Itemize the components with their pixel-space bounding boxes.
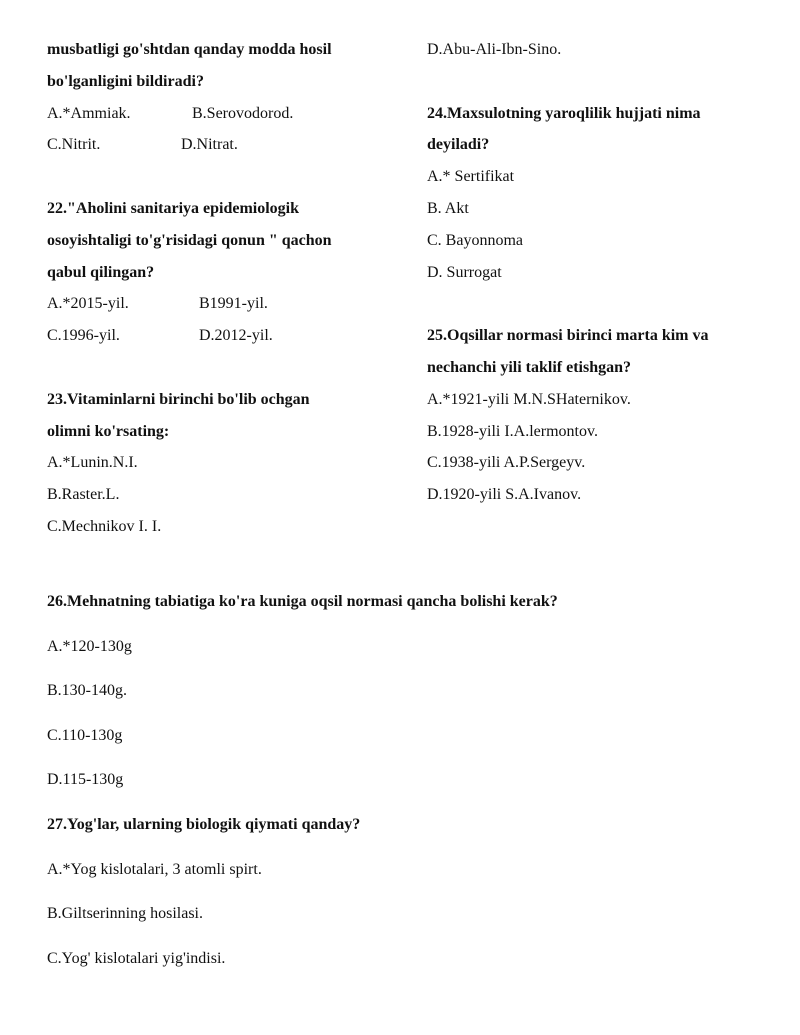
answer-option: C. Bayonnoma [427,231,523,249]
question-26 [47,580,767,803]
question-text: 25.Oqsillar normasi birinci marta kim va [427,327,709,345]
question-23 [47,384,407,543]
question-text: nechanchi yili taklif etishgan? [427,358,632,376]
answer-option: B.Raster.L. [47,486,120,504]
answer-option: A.*Ammiak. [47,104,131,122]
answer-option: C.Yog' kislotalari yig'indisi. [47,949,226,967]
question-text: 27.Yog'lar, ularning biologik qiymati qanday? [47,815,361,833]
answer-option: A.* Sertifikat [427,168,515,186]
question-21 [47,34,407,161]
question-text: osoyishtaligi to'g'risidagi qonun " qachon [47,231,332,249]
question-text: 26.Mehnatning tabiatiga ko'ra kuniga oqsil normasi qancha bolishi kerak? [47,593,558,610]
answer-option: A.*120-130g [47,637,132,655]
answer-option: B.Serovodorod. [192,104,294,122]
answer-option: D. Surrogat [427,263,502,281]
answer-option: D.115-130g [47,771,124,789]
answer-option: B.1928-yili I.A.lermontov. [427,422,598,440]
question-text: qabul qilingan? [47,263,155,281]
answer-option: D.1920-yili S.A.Ivanov. [427,486,582,504]
answer-option: A.*2015-yil. [47,295,129,313]
answer-option: C.Nitrit. [47,136,101,154]
answer-option: A.*Lunin.N.I. [47,454,138,472]
question-text: olimni ko'rsating: [47,422,170,440]
answer-option: B.Giltserinning hosilasi. [47,905,203,923]
question-24 [427,98,767,289]
answer-option: C.Mechnikov I. I. [47,517,162,535]
question-text: 22."Aholini sanitariya epidemiologik [47,199,300,217]
question-25 [427,320,767,511]
answer-option: D.Abu-Ali-Ibn-Sino. [427,41,562,58]
answer-row [47,320,407,352]
answer-row [47,98,407,130]
left-column [47,34,407,543]
question-text: 24.Maxsulotning yaroqlilik hujjati nima [427,104,701,122]
answer-option: B.130-140g. [47,682,127,700]
answer-option: B. Akt [427,199,469,217]
question-text: bo'lganligini bildiradi? [47,72,204,90]
question-22 [47,193,407,352]
answer-row [47,288,407,320]
answer-option: C.110-130g [47,726,123,744]
question-text: musbatligi go'shtdan qanday modda hosil [47,41,332,58]
answer-option: C.1938-yili A.P.Sergeyv. [427,454,586,472]
answer-option: D.2012-yil. [199,327,273,345]
answer-option: A.*Yog kislotalari, 3 atomli spirt. [47,860,262,878]
question-text: deyiladi? [427,136,490,154]
answer-row [47,129,407,161]
question-text: 23.Vitaminlarni birinchi bo'lib ochgan [47,390,310,408]
answer-option: B1991-yil. [199,295,268,313]
answer-option: D.Nitrat. [181,136,238,154]
full-width-section [47,580,767,981]
question-27 [47,803,767,981]
answer-option: C.1996-yil. [47,327,120,345]
right-column [427,34,767,511]
answer-option: A.*1921-yili M.N.SHaternikov. [427,390,631,408]
